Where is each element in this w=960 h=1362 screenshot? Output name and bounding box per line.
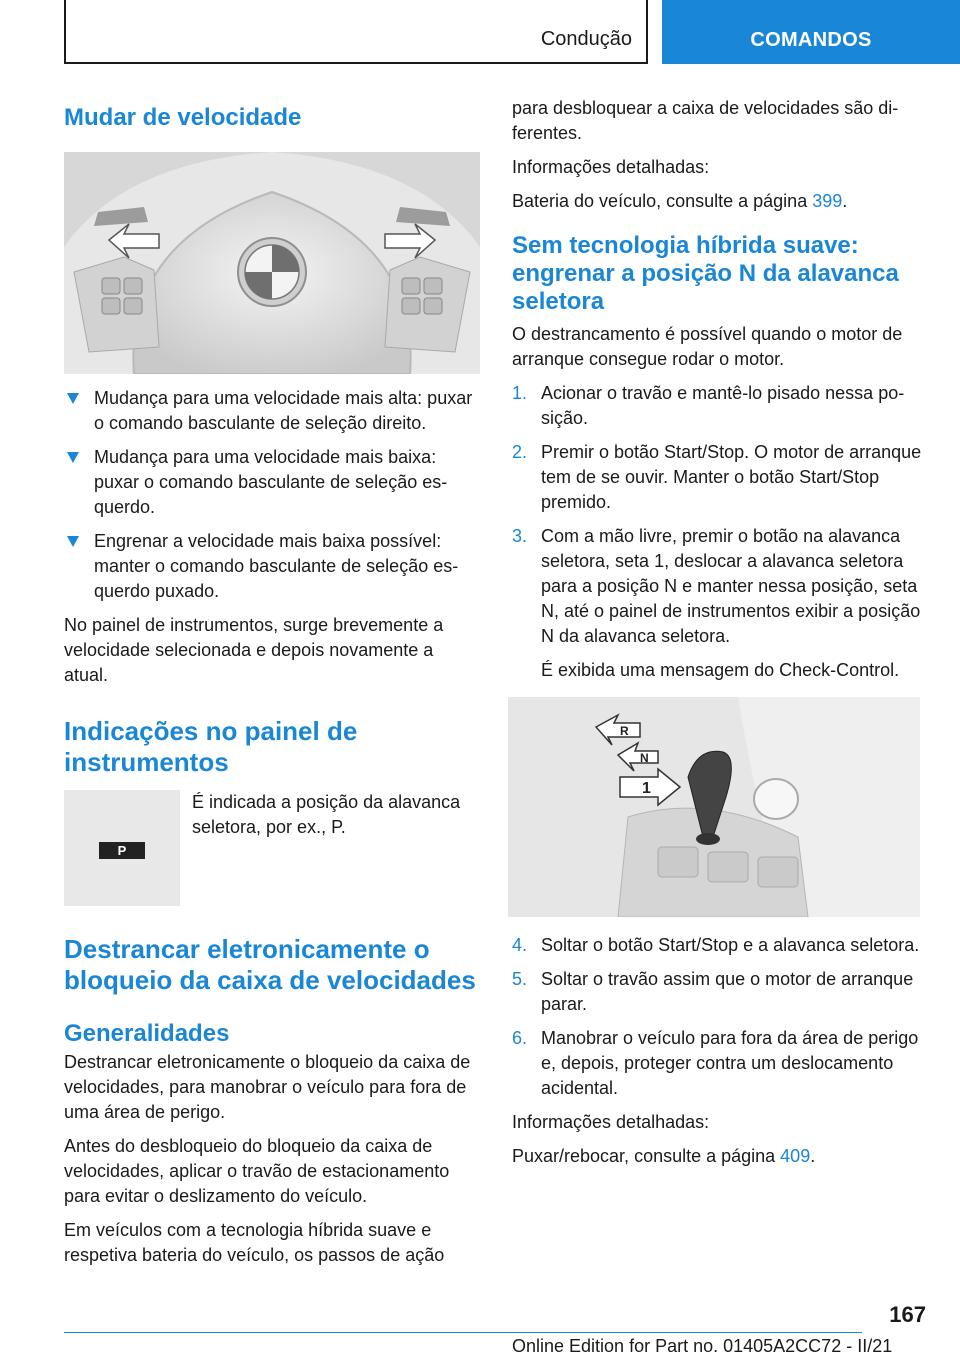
- arrow-r-label: R: [620, 724, 629, 738]
- left-column: [64, 96, 482, 1277]
- continuation-text: para desbloquear a caixa de velocidades são diferentes.: [512, 98, 899, 143]
- page-number: 167: [889, 1302, 926, 1327]
- display-p-illustration: [64, 790, 180, 906]
- indicacoes-text: É indicada a posição da alavanca seletora, por ex., P.: [192, 792, 461, 837]
- triangle-bullet-icon: [67, 393, 79, 404]
- gear-p-symbol: P: [99, 842, 145, 859]
- puxar-reference: Puxar/rebocar, consulte a página 409.: [512, 1146, 816, 1166]
- arrow-1-label: 1: [642, 780, 651, 797]
- check-control-note: É exibida uma mensagem do Check-Control.: [541, 660, 900, 680]
- generalidades-title: Generalidades: [64, 1020, 230, 1047]
- footer-edition-text: Online Edition for Part no. 01405A2CC72 - II/21: [512, 1336, 893, 1356]
- info-label-2: Informações detalhadas:: [512, 1112, 710, 1132]
- steps-list-b: [512, 933, 930, 1101]
- list-item: 5. Soltar o travão assim que o motor de arranque parar.: [512, 969, 914, 1014]
- sem-hibrida-text: O destrancamento é possível quando o motor de arranque consegue rodar o motor.: [512, 324, 903, 369]
- gear-change-list: [64, 386, 482, 604]
- header-frame: [64, 0, 648, 64]
- info-label: Informações detalhadas:: [512, 157, 710, 177]
- steering-wheel-svg: [64, 152, 480, 374]
- destrancar-title: Destrancar eletronicamente o bloqueio da caixa de velocidades: [64, 934, 476, 995]
- list-item: 2. Premir o botão Start/Stop. O motor de arranque tem de se ouvir. Manter o botão Start/Stop premido.: [512, 442, 922, 512]
- sem-hibrida-title: Sem tecnologia híbrida suave: engrenar a posição N da alavanca seletora: [512, 232, 899, 315]
- indicacoes-title: Indicações no painel de instrumentos: [64, 716, 358, 777]
- footer-divider: [64, 1332, 862, 1333]
- gear-selector-svg: [508, 697, 920, 917]
- header-section-label: Condução: [540, 28, 632, 50]
- list-item: Engrenar a velocidade mais baixa possível: manter o comando basculante de seleção esquerdo puxado.: [64, 529, 482, 604]
- triangle-bullet-icon: [67, 536, 79, 547]
- right-column: [512, 96, 930, 1178]
- triangle-bullet-icon: [67, 452, 79, 463]
- mudar-velocidade-title: Mudar de velocidade: [64, 104, 302, 131]
- list-item: Mudança para uma velocidade mais baixa: puxar o comando basculante de seleção esquerdo.: [64, 445, 482, 520]
- steering-wheel-illustration: [64, 152, 480, 374]
- bateria-reference: Bateria do veículo, consulte a página 399.: [512, 191, 848, 211]
- generalidades-paragraph-1: Destrancar eletronicamente o bloqueio da caixa de velocidades, para manobrar o veículo para fora de uma área de perigo.: [64, 1052, 471, 1122]
- page-link-409[interactable]: 409: [780, 1146, 811, 1166]
- list-item: 6. Manobrar o veículo para fora da área de perigo e, depois, proteger contra um deslocamento acidental.: [512, 1028, 919, 1098]
- header-chapter-tab[interactable]: COMANDOS: [662, 0, 960, 64]
- list-item: Mudança para uma velocidade mais alta: puxar o comando basculante de seleção direito.: [64, 386, 482, 436]
- instrument-panel-note: No painel de instrumentos, surge brevemente a velocidade selecionada e depois novamente a atual.: [64, 615, 444, 685]
- list-item: 3. Com a mão livre, premir o botão na alavanca seletora, seta 1, deslocar a alavanca seletora para a posição N e manter nessa posição, seta N, até o painel de instrumentos exibir a posição N da alavanca seletora.: [512, 526, 921, 646]
- arrow-n-label: N: [640, 751, 649, 765]
- indicacoes-block: [64, 790, 482, 906]
- generalidades-paragraph-3: Em veículos com a tecnologia híbrida suave e respetiva bateria do veículo, os passos de ação: [64, 1220, 445, 1265]
- list-item: 4. Soltar o botão Start/Stop e a alavanca seletora.: [512, 935, 920, 955]
- page-link-399[interactable]: 399: [812, 191, 843, 211]
- steps-list-a: [512, 381, 930, 649]
- list-item: 1. Acionar o travão e mantê-lo pisado nessa posição.: [512, 383, 905, 428]
- generalidades-paragraph-2: Antes do desbloqueio do bloqueio da caixa de velocidades, aplicar o travão de estacionamento para evitar o deslizamento do veículo.: [64, 1136, 450, 1206]
- gear-selector-illustration: [508, 697, 920, 917]
